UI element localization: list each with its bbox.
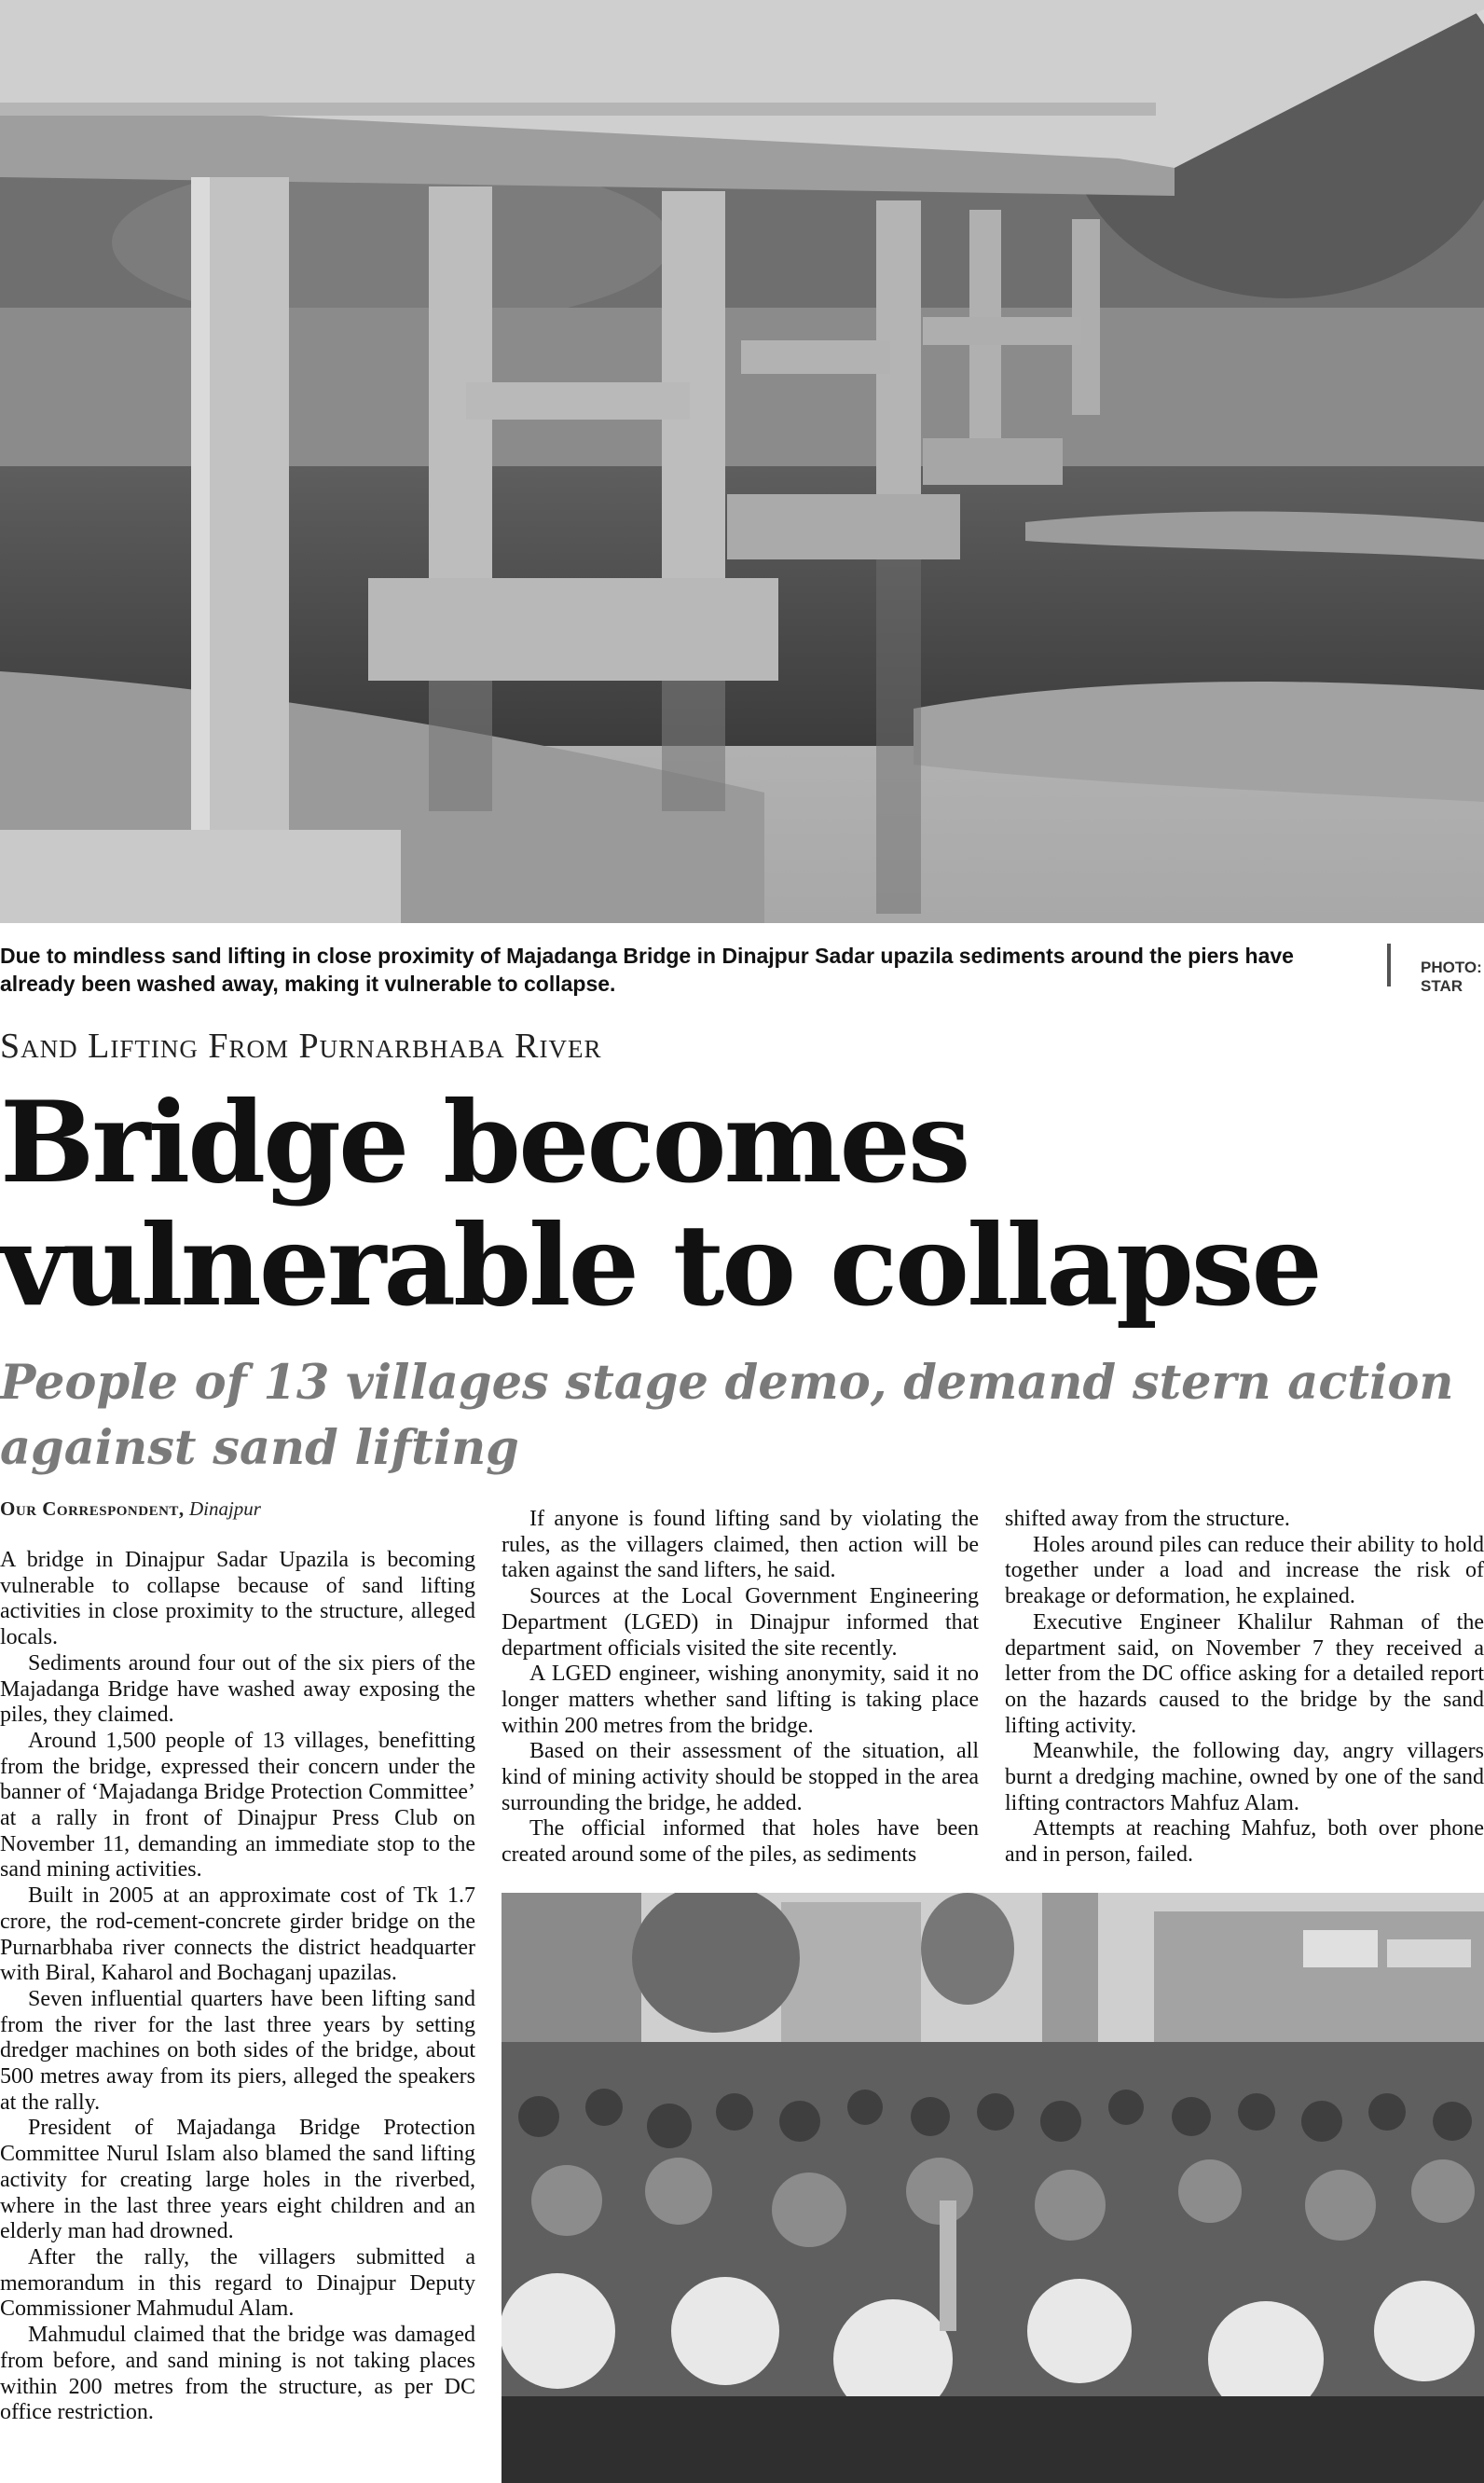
photo-caption: Due to mindless sand lifting in close proximity of Majadanga Bridge in Dinajpur Sadar upazila sediments around the piers have already been washed away, making it vulnerable to collapse. xyxy=(0,944,1294,996)
rally-photo xyxy=(502,1893,1484,2483)
headline-line-2: vulnerable to collapse xyxy=(0,1200,1320,1331)
paragraph: Attempts at reaching Mahfuz, both over phone and in person, failed. xyxy=(1005,1816,1484,1868)
headline-line-1: Bridge becomes xyxy=(0,1077,969,1208)
paragraph: After the rally, the villagers submitted a memorandum in this regard to Dinajpur Deputy Commissioner Mahmudul Alam. xyxy=(0,2244,475,2322)
photo-credit-label: PHOTO: xyxy=(1421,959,1482,976)
paragraph: Built in 2005 at an approximate cost of Tk 1.7 crore, the rod-cement-concrete girder bridge on the Purnarbhaba river connects the district headquarter with Biral, Kaharol and Bochaganj upazilas. xyxy=(0,1883,475,1986)
bridge-river-photo-icon xyxy=(0,0,1484,923)
kicker: Sand Lifting From Purnarbhaba River xyxy=(0,1027,602,1066)
credit-divider xyxy=(1387,944,1391,986)
paragraph: Sediments around four out of the six piers of the Majadanga Bridge have washed away exposing the piles, they claimed. xyxy=(0,1650,475,1728)
article-column-2 xyxy=(502,1507,979,1869)
article-column-3 xyxy=(1005,1507,1484,1869)
paragraph: Seven influential quarters have been lifting sand from the river for the last three years by setting dredger machines on both sides of the bridge, about 500 metres away from its piers, alleged the speakers at the rally. xyxy=(0,1986,475,2115)
paragraph: Executive Engineer Khalilur Rahman of the department said, on November 7 they received a letter from the DC office asking for a detailed report on the hazards caused to the bridge by the sand lifting activity. xyxy=(1005,1609,1484,1738)
paragraph: Around 1,500 people of 13 villages, benefitting from the bridge, expressed their concern under the banner of ‘Majadanga Bridge Protection Committee’ at a rally in front of Dinajpur Press Club on November 11, demanding an immediate stop to the sand mining activities. xyxy=(0,1728,475,1883)
paragraph: Mahmudul claimed that the bridge was damaged from before, and sand mining is not taking places within 200 metres from the structure, as per DC office restriction. xyxy=(0,2323,475,2425)
paragraph: If anyone is found lifting sand by violating the rules, as the villagers claimed, then action will be taken against the sand lifters, he said. xyxy=(502,1507,979,1583)
photo-credit xyxy=(1421,959,1484,996)
byline xyxy=(0,1497,485,1521)
headline xyxy=(0,1077,1484,1331)
paragraph: A LGED engineer, wishing anonymity, said it no longer matters whether sand lifting is taking place within 200 metres from the bridge. xyxy=(502,1662,979,1738)
byline-name: Our Correspondent, xyxy=(0,1497,185,1520)
rally-crowd-photo-icon xyxy=(502,1893,1484,2483)
photo-caption-row xyxy=(0,942,1484,998)
subhead: People of 13 villages stage demo, demand stern action against sand lifting xyxy=(0,1355,1454,1476)
byline-place: Dinajpur xyxy=(188,1497,261,1520)
paragraph: A bridge in Dinajpur Sadar Upazila is becoming vulnerable to collapse because of sand lifting activities in close proximity to the structure, alleged locals. xyxy=(0,1548,475,1650)
paragraph: Holes around piles can reduce their ability to hold together under a load and increase the risk of breakage or deformation, he explained. xyxy=(1005,1532,1484,1609)
article-column-1 xyxy=(0,1548,475,2426)
paragraph: Sources at the Local Government Engineering Department (LGED) in Dinajpur informed that department officials visited the site recently. xyxy=(502,1584,979,1661)
photo-credit-source: STAR xyxy=(1421,977,1463,995)
bridge-photo xyxy=(0,0,1484,923)
paragraph: shifted away from the structure. xyxy=(1005,1507,1290,1531)
paragraph: President of Majadanga Bridge Protection Committee Nurul Islam also blamed the sand lifting activity for creating large holes in the riverbed, where in the last three years eight children and an elderly man had drowned. xyxy=(0,2116,475,2244)
paragraph: The official informed that holes have been created around some of the piles, as sediments xyxy=(502,1816,979,1868)
paragraph: Meanwhile, the following day, angry villagers burnt a dredging machine, owned by one of the sand lifting contractors Mahfuz Alam. xyxy=(1005,1739,1484,1815)
paragraph: Based on their assessment of the situation, all kind of mining activity should be stopped in the area surrounding the bridge, he added. xyxy=(502,1739,979,1815)
